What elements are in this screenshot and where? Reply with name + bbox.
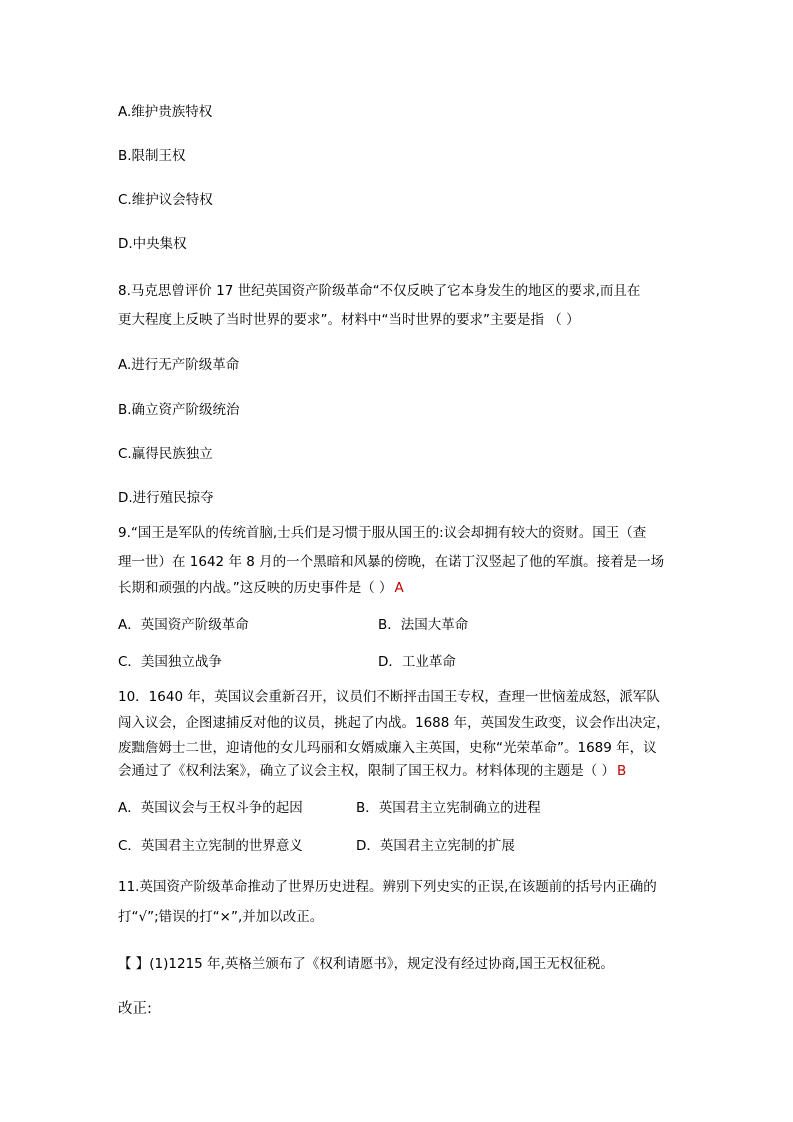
q10-option-c: C．英国君主立宪制的世界意义 — [118, 838, 303, 854]
q7-option-a: A.维护贵族特权 — [118, 104, 213, 120]
q8-stem-line-2: 更大程度上反映了当时世界的要求”。材料中“当时世界的要求”主要是指 （ ） — [118, 312, 580, 328]
q11-item-1: 【 】(1)1215 年,英格兰颁布了《权利请愿书》，规定没有经过协商,国王无权征税。 — [118, 956, 614, 972]
q7-option-d: D.中央集权 — [118, 236, 187, 252]
q10-stem-line-2: 闯入议会，企图逮捕反对他的议员，挑起了内战。1688 年，英国发生政变，议会作出决定， — [118, 715, 670, 731]
q10-stem-line-1: 10．1640 年，英国议会重新召开，议员们不断抨击国王专权，查理一世恼羞成怒，派军队 — [118, 689, 660, 705]
q8-option-a: A.进行无产阶级革命 — [118, 357, 240, 373]
q8-option-b: B.确立资产阶级统治 — [118, 402, 240, 418]
q9-option-c: C．美国独立战争 — [118, 654, 222, 670]
q9-stem-line-1: 9.“国王是军队的传统首脑,士兵们是习惯于服从国王的:议会却拥有较大的资财。国王（查 — [118, 525, 647, 541]
q11-correction-label: 改正: — [118, 1001, 152, 1017]
q9-stem-line-3 — [118, 579, 404, 597]
q7-option-c: C.维护议会特权 — [118, 192, 213, 208]
q10-option-b: B．英国君主立宪制确立的进程 — [356, 800, 541, 816]
q7-option-b: B.限制王权 — [118, 148, 186, 164]
q9-stem-line-2: 理一世）在 1642 年 8 月的一个黑暗和风暴的傍晚，在诺丁汉竖起了他的军旗。接着是一场 — [118, 554, 665, 570]
q9-option-b: B．法国大革命 — [378, 617, 469, 633]
q11-stem-line-1: 11.英国资产阶级革命推动了世界历史进程。辨别下列史实的正误,在该题前的括号内正确的 — [118, 879, 657, 895]
q9-answer: A — [394, 580, 404, 596]
q10-stem-text: 会通过了《权利法案》，确立了议会主权，限制了国王权力。材料体现的主题是（ ） — [118, 763, 616, 779]
q9-option-a: A．英国资产阶级革命 — [118, 617, 249, 633]
q10-answer: B — [617, 763, 627, 779]
q10-option-a: A．英国议会与王权斗争的起因 — [118, 800, 303, 816]
q8-option-c: C.赢得民族独立 — [118, 446, 213, 462]
q8-option-d: D.进行殖民掠夺 — [118, 490, 214, 506]
q8-stem-line-1: 8.马克思曾评价 17 世纪英国资产阶级革命“不仅反映了它本身发生的地区的要求,而且在 — [118, 283, 641, 299]
q11-stem-line-2: 打“√”;错误的打“×”,并加以改正。 — [118, 909, 324, 925]
q10-stem-line-4 — [118, 762, 626, 780]
q10-stem-line-3: 废黜詹姆士二世，迎请他的女儿玛丽和女婿威廉入主英国，史称“光荣革命”。1689 年，议 — [118, 740, 657, 756]
q10-option-d: D．英国君主立宪制的扩展 — [356, 838, 515, 854]
q9-stem-text: 长期和顽强的内战。”这反映的历史事件是（ ） — [118, 580, 393, 596]
q9-option-d: D．工业革命 — [378, 654, 456, 670]
